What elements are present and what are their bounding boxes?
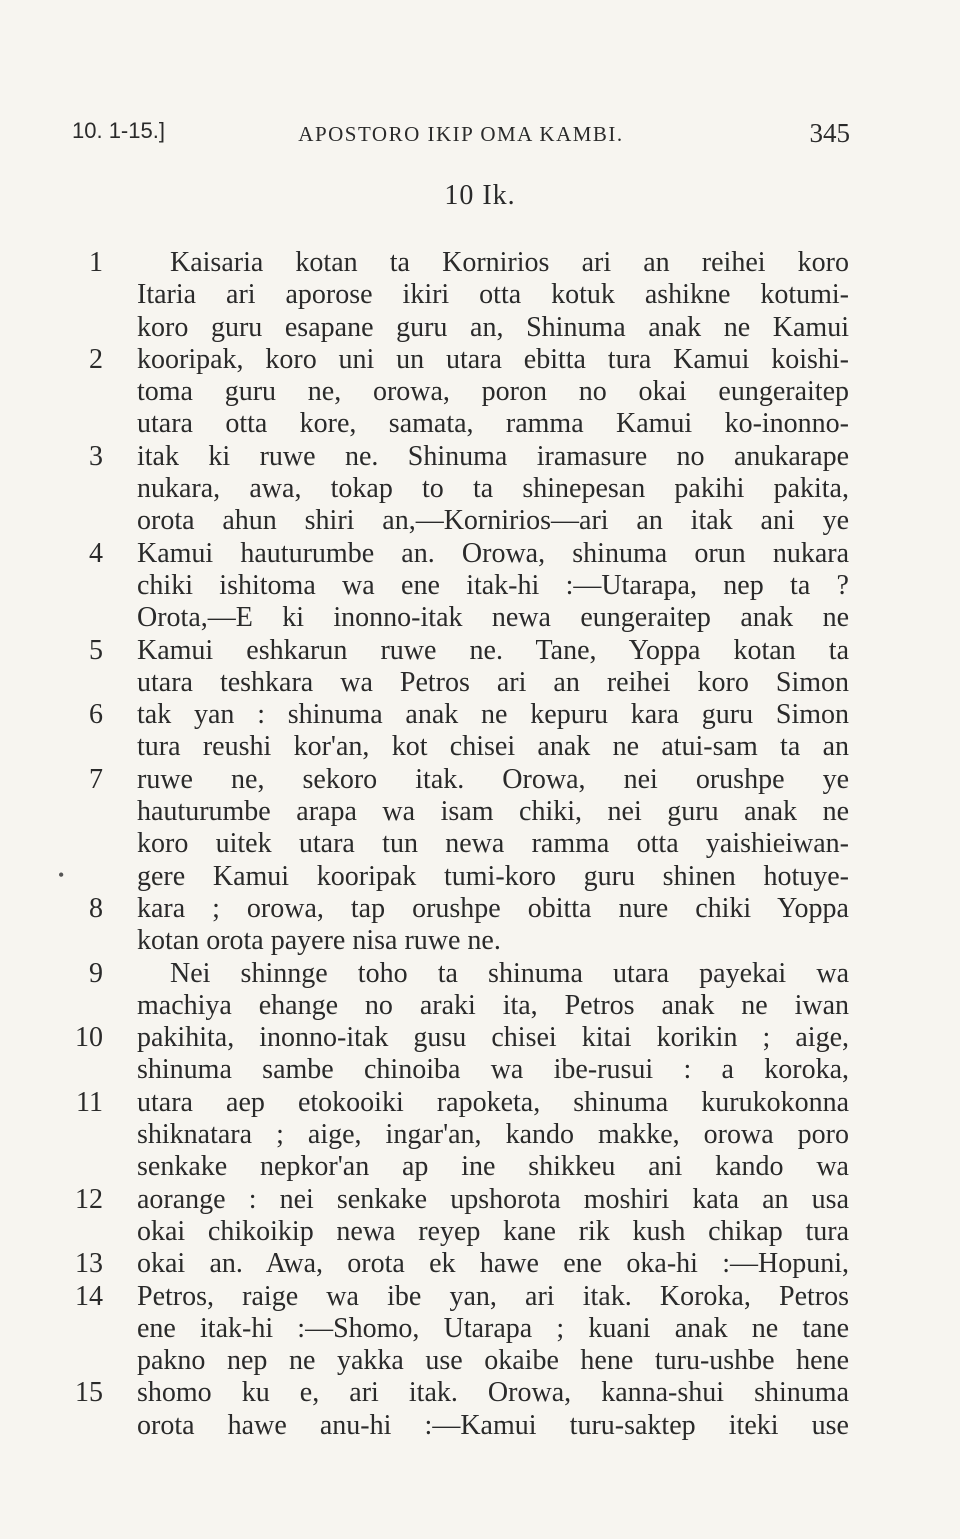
- margin-mark: •: [58, 865, 65, 885]
- text-line: [0, 1151, 960, 1183]
- text-line: [0, 312, 960, 344]
- line-text: Nei shinnge toho ta shinuma utara payekai wa: [170, 957, 849, 989]
- line-text: gere Kamui kooripak tumi-koro guru shinen hotuye-: [137, 860, 849, 892]
- verse-number: 3: [89, 440, 103, 472]
- line-text: koro uitek utara tun newa ramma otta yaishieiwan-: [137, 828, 849, 860]
- text-line: [0, 764, 960, 796]
- line-text: utara otta kore, samata, ramma Kamui ko-inonno-: [137, 408, 849, 440]
- line-text: pakno nep ne yakka use okaibe hene turu-ushbe hene: [137, 1345, 849, 1377]
- text-line: [0, 893, 960, 925]
- running-title: APOSTORO IKIP OMA KAMBI.: [298, 122, 624, 146]
- line-text: Orota,—E ki inonno-itak newa eungeraitep anak ne: [137, 602, 849, 634]
- text-line: [0, 247, 960, 279]
- text-line: [0, 1345, 960, 1377]
- text-line: [0, 1313, 960, 1345]
- text-line: [0, 699, 960, 731]
- verse-number: 13: [75, 1248, 103, 1280]
- verse-number: 5: [89, 634, 103, 666]
- line-text: okai chikoikip newa reyep kane rik kush chikap tura: [137, 1215, 849, 1247]
- line-text: Kaisaria kotan ta Kornirios ari an reihei koro: [170, 247, 849, 278]
- text-line: [0, 279, 960, 311]
- line-text: shinuma sambe chinoiba wa ibe-rusui : a koroka,: [137, 1054, 849, 1086]
- verse-number: 9: [89, 957, 103, 989]
- line-text: aorange : nei senkake upshorota moshiri kata an usa: [137, 1183, 849, 1215]
- text-line: [0, 731, 960, 763]
- text-line: [0, 1022, 960, 1054]
- line-text: okai an. Awa, orota ek hawe ene oka-hi :—Hopuni,: [137, 1248, 849, 1280]
- text-line: [0, 635, 960, 667]
- line-text: kara ; orowa, tap orushpe obitta nure chiki Yoppa: [137, 892, 849, 924]
- text-line: [0, 1054, 960, 1086]
- text-line: [0, 408, 960, 440]
- verse-number: 6: [89, 699, 103, 731]
- line-text: koro guru esapane guru an, Shinuma anak ne Kamui: [137, 311, 849, 343]
- line-text: kotan orota payere nisa ruwe ne.: [137, 925, 501, 957]
- verse-number: 8: [89, 892, 103, 924]
- verse-number: 4: [89, 537, 103, 569]
- line-text: tura reushi kor'an, kot chisei anak ne atui-sam ta an: [137, 731, 849, 763]
- running-header: [72, 118, 850, 154]
- text-line: [0, 828, 960, 860]
- line-text: Kamui eshkarun ruwe ne. Tane, Yoppa kotan ta: [137, 634, 849, 666]
- line-text: chiki ishitoma wa ene itak-hi :—Utarapa, nep ta ?: [137, 569, 849, 601]
- line-text: itak ki ruwe ne. Shinuma iramasure no anukarape: [137, 440, 849, 472]
- line-text: hauturumbe arapa wa isam chiki, nei guru anak ne: [137, 796, 849, 828]
- verse-number: 11: [76, 1086, 103, 1118]
- line-text: shiknatara ; aige, ingar'an, kando makke, orowa poro: [137, 1119, 849, 1151]
- text-line: [0, 505, 960, 537]
- text-line: [0, 796, 960, 828]
- text-line: [0, 376, 960, 408]
- verse-number: 10: [75, 1022, 103, 1054]
- line-text: pakihita, inonno-itak gusu chisei kitai korikin ; aige,: [137, 1022, 849, 1054]
- line-text: kooripak, koro uni un utara ebitta tura Kamui koishi-: [137, 343, 849, 375]
- verse-number: 1: [89, 247, 103, 278]
- text-line: [0, 861, 960, 893]
- text-line: [0, 1216, 960, 1248]
- verse-number: 2: [89, 343, 103, 375]
- line-text: senkake nepkor'an ap ine shikkeu ani kando wa: [137, 1151, 849, 1183]
- line-text: machiya ehange no araki ita, Petros anak ne iwan: [137, 989, 849, 1021]
- verse-number: 15: [75, 1377, 103, 1409]
- text-line: [0, 1184, 960, 1216]
- text-line: [0, 1248, 960, 1280]
- text-line: [0, 1281, 960, 1313]
- chapter-verse-range: 10. 1-15.]: [72, 118, 165, 143]
- text-line: [0, 958, 960, 990]
- line-text: ene itak-hi :—Shomo, Utarapa ; kuani anak ne tane: [137, 1312, 849, 1344]
- line-text: orota hawe anu-hi :—Kamui turu-saktep iteki use: [137, 1409, 849, 1441]
- text-line: [0, 990, 960, 1022]
- verse-number: 12: [75, 1183, 103, 1215]
- text-line: [0, 1087, 960, 1119]
- text-line: [0, 602, 960, 634]
- verse-number: 7: [89, 763, 103, 795]
- line-text: toma guru ne, orowa, poron no okai eungeraitep: [137, 376, 849, 408]
- line-text: Petros, raige wa ibe yan, ari itak. Koroka, Petros: [137, 1280, 849, 1312]
- chapter-heading: 10 Ik.: [444, 180, 516, 211]
- line-text: nukara, awa, tokap to ta shinepesan pakihi pakita,: [137, 473, 849, 505]
- line-text: Itaria ari aporose ikiri otta kotuk ashikne kotumi-: [137, 279, 849, 311]
- line-text: ruwe ne, sekoro itak. Orowa, nei orushpe ye: [137, 763, 849, 795]
- page-number: 345: [809, 118, 850, 148]
- text-line: [0, 925, 960, 957]
- text-line: [0, 667, 960, 699]
- line-text: tak yan : shinuma anak ne kepuru kara guru Simon: [137, 699, 849, 731]
- line-text: Kamui hauturumbe an. Orowa, shinuma orun nukara: [137, 537, 849, 569]
- text-line: [0, 570, 960, 602]
- verse-number: 14: [75, 1280, 103, 1312]
- body-text: [0, 247, 960, 1442]
- text-line: [0, 473, 960, 505]
- line-text: shomo ku e, ari itak. Orowa, kanna-shui shinuma: [137, 1377, 849, 1409]
- line-text: utara teshkara wa Petros ari an reihei koro Simon: [137, 666, 849, 698]
- text-line: [0, 1377, 960, 1409]
- line-text: orota ahun shiri an,—Kornirios—ari an itak ani ye: [137, 505, 849, 537]
- text-line: [0, 344, 960, 376]
- text-line: [0, 1410, 960, 1442]
- text-line: [0, 538, 960, 570]
- text-line: [0, 441, 960, 473]
- line-text: utara aep etokooiki rapoketa, shinuma kurukokonna: [137, 1086, 849, 1118]
- text-line: [0, 1119, 960, 1151]
